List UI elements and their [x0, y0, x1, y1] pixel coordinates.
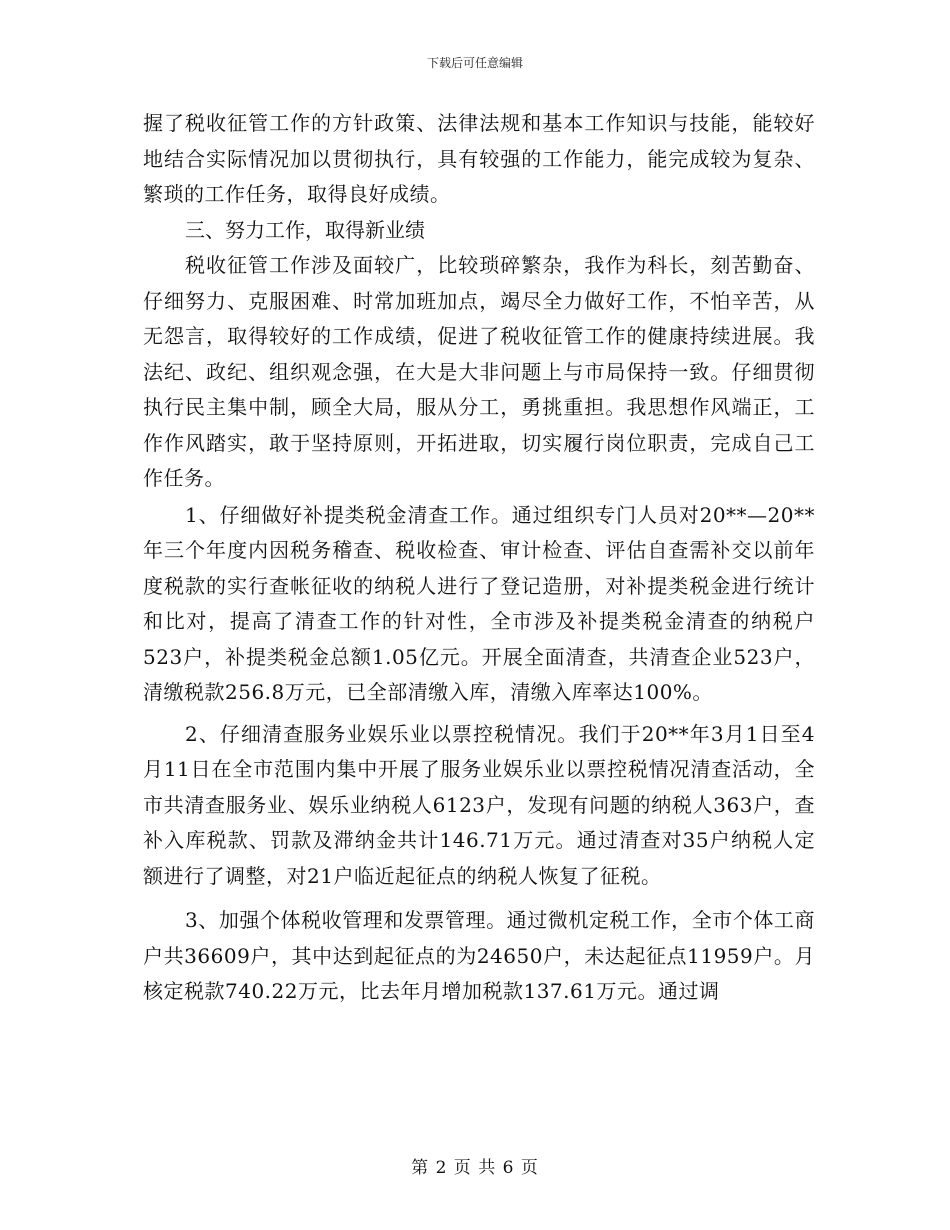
paragraph-continuation: 握了税收征管工作的方针政策、法律法规和基本工作知识与技能，能较好地结合实际情况加以贯彻执行，具有较强的工作能力，能完成较为复杂、繁琐的工作任务，取得良好成绩。: [143, 111, 815, 206]
document-body: [143, 106, 815, 1010]
section-heading: 三、努力工作，取得新业绩: [185, 217, 425, 242]
page-header: 下载后可任意编辑: [426, 56, 523, 70]
paragraph-item-3: 3、加强个体税收管理和发票管理。通过微机定税工作，全市个体工商户共36609户，其中达到起征点的为24650户，未达起征点11959户。月核定税款740.22万元，比去年月增加税款137.61万元。通过调: [143, 908, 815, 1003]
paragraph-intro: 税收征管工作涉及面较广，比较琐碎繁杂，我作为科长，刻苦勤奋、仔细努力、克服困难、时常加班加点，竭尽全力做好工作，不怕辛苦，从无怨言，取得较好的工作成绩，促进了税收征管工作的健康持续进展。我法纪、政纪、组织观念强，在大是大非问题上与市局保持一致。仔细贯彻执行民主集中制，顾全大局，服从分工，勇挑重担。我思想作风端正，工作作风踏实，敢于坚持原则，开拓进取，切实履行岗位职责，完成自己工作任务。: [143, 253, 815, 490]
paragraph-item-2: 2、仔细清查服务业娱乐业以票控税情况。我们于20**年3月1日至4月11日在全市范围内集中开展了服务业娱乐业以票控税情况清查活动，全市共清查服务业、娱乐业纳税人6123户，发现有问题的纳税人363户，查补入库税款、罚款及滞纳金共计146.71万元。通过清查对35户纳税人定额进行了调整，对21户临近起征点的纳税人恢复了征税。: [143, 721, 815, 888]
paragraph-item-1: 1、仔细做好补提类税金清查工作。通过组织专门人员对20**—20**年三个年度内因税务稽查、税收检查、审计检查、评估自查需补交以前年度税款的实行查帐征收的纳税人进行了登记造册，对补提类税金进行统计和比对，提高了清查工作的针对性，全市涉及补提类税金清查的纳税户523户，补提类税金总额1.05亿元。开展全面清查，共清查企业523户，清缴税款256.8万元，已全部清缴入库，清缴入库率达100%。: [143, 502, 815, 704]
page-footer: 第 2 页 共 6 页: [411, 1158, 539, 1178]
